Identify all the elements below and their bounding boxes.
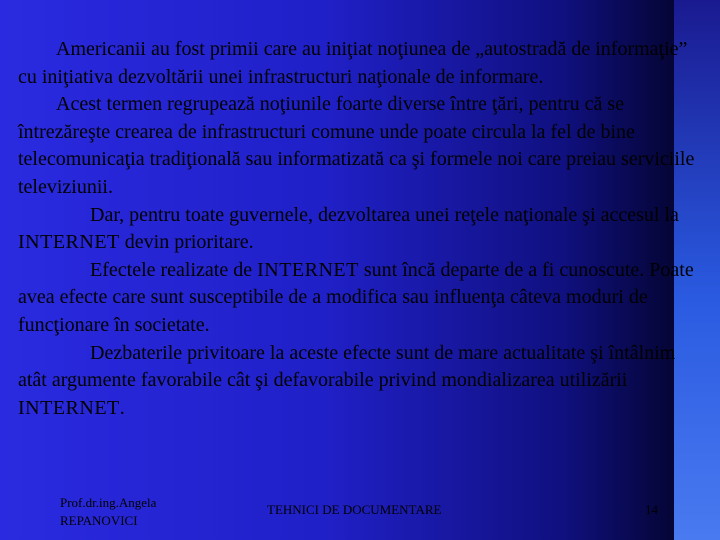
internet-keyword: INTERNET (18, 231, 120, 254)
paragraph-1: Americanii au fost primii care au iniţiat noţiunea de „autostradă de informaţie” cu iniţiativa dezvoltării unei infrastructuri naţionale de informare. (18, 38, 688, 88)
author-name: Prof.dr.ing.Angela (60, 495, 157, 510)
paragraph-4 (18, 257, 708, 340)
paragraph-4-text: Efectele realizate de (90, 258, 258, 281)
paragraph-3-text: Dar, pentru toate guvernele, dezvoltarea unei reţele naţionale şi accesul la (90, 203, 679, 226)
footer-author (60, 494, 190, 530)
paragraph-4-text-end: sunt încă departe de a fi cunoscute. Poate avea efecte care sunt susceptibile de a modifica sau influenţa câteva moduri de funcţionare în societate. (18, 258, 694, 336)
slide-body (18, 36, 708, 422)
paragraph-2: Acest termen regrupează noţiunile foarte diverse între ţări, pentru că se întrezăreşte crearea de infrastructuri comune unde poate circula la fel de bine telecomunicaţia tradiţională sau informatizată ca şi formele noi care preiau serviciile televiziunii. (18, 93, 695, 198)
paragraph-3 (18, 202, 708, 257)
paragraph-3-text-end: devin prioritare. (119, 231, 254, 254)
paragraph-5-text: Dezbaterile privitoare la aceste efecte sunt de mare actualitate şi întâlnim atât argumente favorabile cât şi defavorabile privind mondializarea utilizării (18, 341, 676, 392)
footer-course-title: TEHNICI DE DOCUMENTARE (267, 502, 442, 517)
footer-page-number: 14 (645, 502, 658, 517)
author-surname: REPANOVICI (60, 513, 138, 528)
paragraph-5-text-end: . (119, 396, 125, 419)
paragraph-5 (18, 340, 708, 423)
internet-keyword: INTERNET (257, 258, 359, 281)
internet-keyword: INTERNET (18, 396, 120, 419)
